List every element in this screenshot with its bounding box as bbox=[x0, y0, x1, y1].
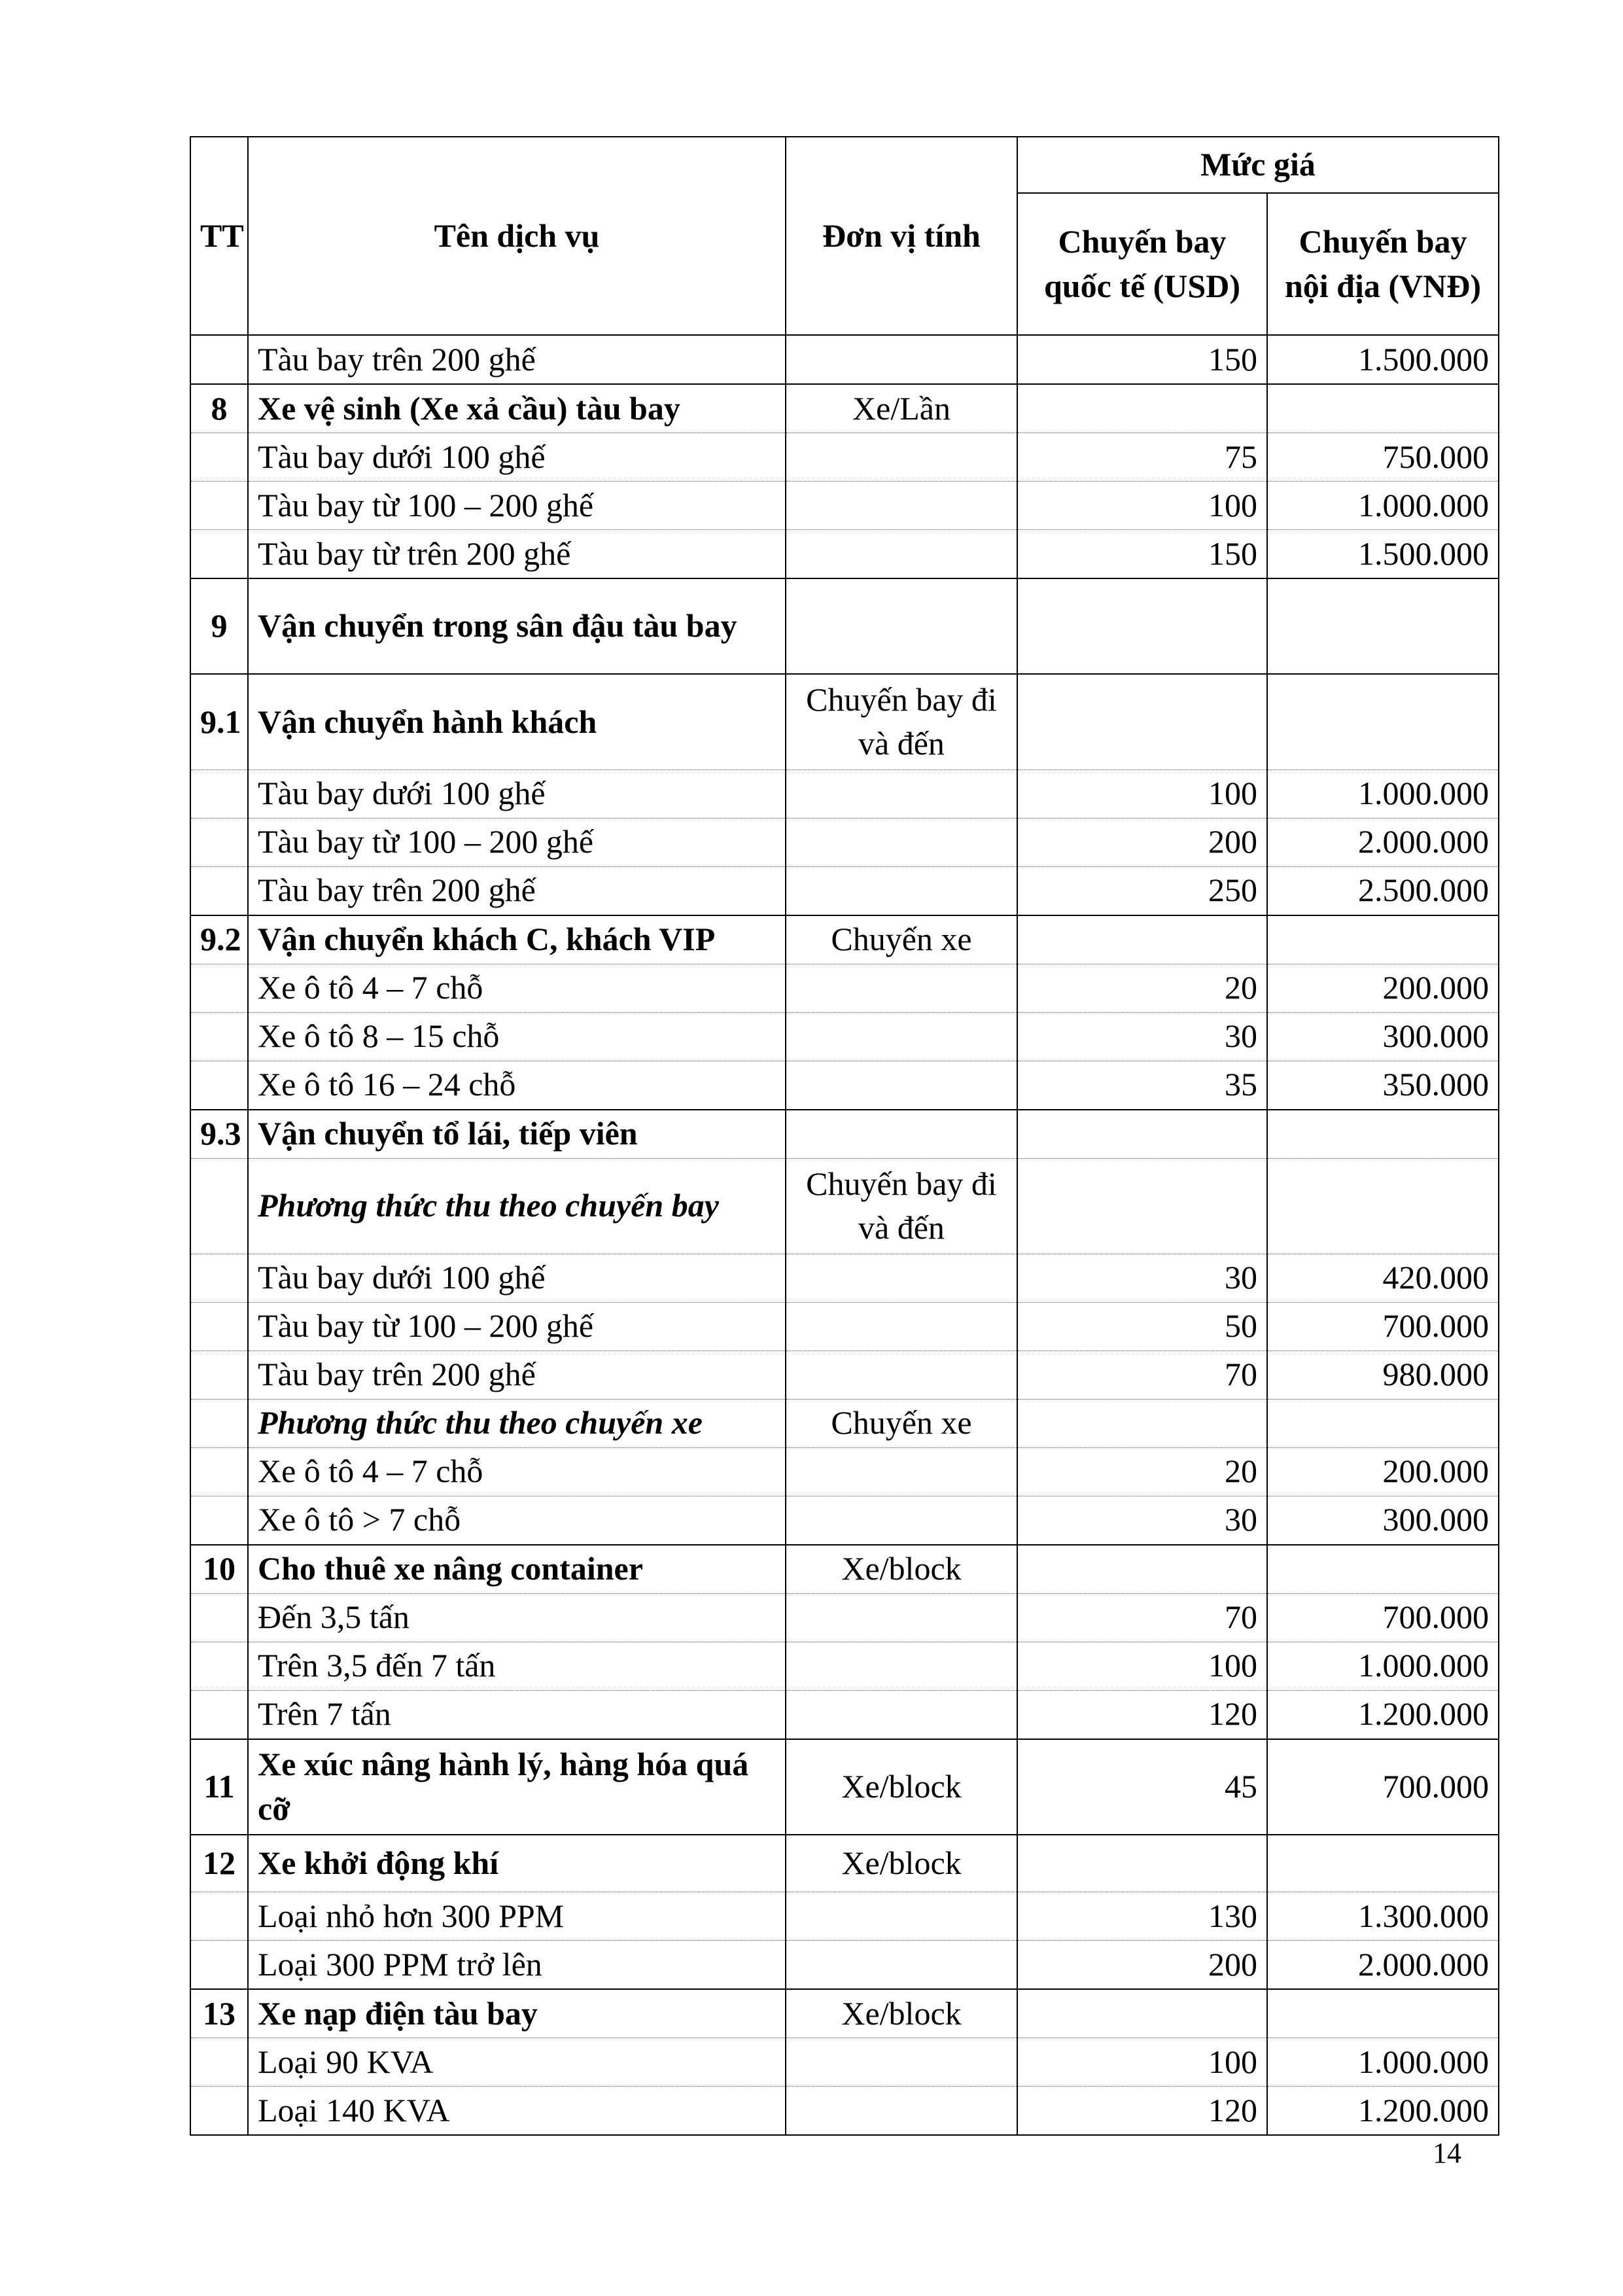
price-usd: 200 bbox=[1017, 1941, 1267, 1990]
unit bbox=[786, 1254, 1017, 1302]
row-number bbox=[190, 482, 248, 530]
price-usd bbox=[1017, 1989, 1267, 2038]
unit bbox=[786, 769, 1017, 818]
service-name: Phương thức thu theo chuyến bay bbox=[248, 1158, 786, 1254]
unit: Chuyến xe bbox=[786, 915, 1017, 964]
price-usd: 200 bbox=[1017, 818, 1267, 866]
service-name: Tàu bay dưới 100 ghế bbox=[248, 433, 786, 482]
price-vnd: 1.000.000 bbox=[1267, 482, 1499, 530]
row-number: 10 bbox=[190, 1545, 248, 1594]
price-vnd: 980.000 bbox=[1267, 1351, 1499, 1399]
table-row bbox=[190, 1593, 1499, 1642]
service-name: Tàu bay từ 100 – 200 ghế bbox=[248, 1302, 786, 1351]
service-name: Tàu bay trên 200 ghế bbox=[248, 1351, 786, 1399]
price-usd bbox=[1017, 384, 1267, 433]
unit bbox=[786, 818, 1017, 866]
price-usd: 100 bbox=[1017, 2038, 1267, 2087]
table-row bbox=[190, 1496, 1499, 1545]
unit bbox=[786, 1593, 1017, 1642]
row-number: 9.3 bbox=[190, 1110, 248, 1159]
row-number bbox=[190, 866, 248, 915]
header-price-group: Mức giá bbox=[1017, 137, 1499, 193]
price-vnd: 350.000 bbox=[1267, 1061, 1499, 1110]
unit: Xe/block bbox=[786, 1545, 1017, 1594]
row-number bbox=[190, 818, 248, 866]
table-row bbox=[190, 1690, 1499, 1739]
price-vnd bbox=[1267, 384, 1499, 433]
price-usd: 120 bbox=[1017, 1690, 1267, 1739]
unit bbox=[786, 1447, 1017, 1496]
unit bbox=[786, 578, 1017, 674]
price-vnd: 1.000.000 bbox=[1267, 769, 1499, 818]
table-row bbox=[190, 1158, 1499, 1254]
unit bbox=[786, 1351, 1017, 1399]
table-row bbox=[190, 818, 1499, 866]
price-vnd bbox=[1267, 674, 1499, 769]
row-number bbox=[190, 2038, 248, 2087]
service-name: Tàu bay từ 100 – 200 ghế bbox=[248, 482, 786, 530]
price-vnd: 2.000.000 bbox=[1267, 818, 1499, 866]
price-vnd bbox=[1267, 578, 1499, 674]
table-row bbox=[190, 335, 1499, 384]
unit bbox=[786, 1941, 1017, 1990]
service-name: Loại 300 PPM trở lên bbox=[248, 1941, 786, 1990]
page-number: 14 bbox=[1433, 2137, 1461, 2169]
service-name: Xe khởi động khí bbox=[248, 1835, 786, 1892]
service-name: Vận chuyển khách C, khách VIP bbox=[248, 915, 786, 964]
table-row bbox=[190, 1399, 1499, 1447]
unit bbox=[786, 433, 1017, 482]
price-usd: 120 bbox=[1017, 2087, 1267, 2136]
price-usd: 100 bbox=[1017, 769, 1267, 818]
header-international-usd: Chuyến bay quốc tế (USD) bbox=[1017, 193, 1267, 335]
row-number bbox=[190, 530, 248, 579]
service-name: Phương thức thu theo chuyến xe bbox=[248, 1399, 786, 1447]
price-usd: 20 bbox=[1017, 964, 1267, 1012]
table-row bbox=[190, 1302, 1499, 1351]
row-number: 9.2 bbox=[190, 915, 248, 964]
service-name: Cho thuê xe nâng container bbox=[248, 1545, 786, 1594]
service-name: Vận chuyển trong sân đậu tàu bay bbox=[248, 578, 786, 674]
row-number: 9.1 bbox=[190, 674, 248, 769]
service-name: Trên 3,5 đến 7 tấn bbox=[248, 1642, 786, 1690]
price-usd bbox=[1017, 674, 1267, 769]
row-number bbox=[190, 1593, 248, 1642]
price-vnd: 700.000 bbox=[1267, 1302, 1499, 1351]
service-name: Xe ô tô 8 – 15 chỗ bbox=[248, 1012, 786, 1061]
unit bbox=[786, 866, 1017, 915]
row-number bbox=[190, 1447, 248, 1496]
price-vnd bbox=[1267, 1399, 1499, 1447]
table-row bbox=[190, 1835, 1499, 1892]
service-name: Tàu bay trên 200 ghế bbox=[248, 335, 786, 384]
unit bbox=[786, 1690, 1017, 1739]
price-usd: 30 bbox=[1017, 1012, 1267, 1061]
price-usd: 45 bbox=[1017, 1739, 1267, 1835]
price-vnd: 1.000.000 bbox=[1267, 2038, 1499, 2087]
table-row bbox=[190, 530, 1499, 579]
price-vnd bbox=[1267, 1158, 1499, 1254]
table-body bbox=[190, 335, 1499, 2135]
service-name: Xe ô tô 4 – 7 chỗ bbox=[248, 1447, 786, 1496]
unit bbox=[786, 530, 1017, 579]
price-usd: 75 bbox=[1017, 433, 1267, 482]
price-usd: 20 bbox=[1017, 1447, 1267, 1496]
price-usd bbox=[1017, 915, 1267, 964]
unit: Xe/block bbox=[786, 1739, 1017, 1835]
service-name: Loại 90 KVA bbox=[248, 2038, 786, 2087]
price-usd: 30 bbox=[1017, 1496, 1267, 1545]
price-usd bbox=[1017, 1158, 1267, 1254]
header-domestic-vnd: Chuyến bay nội địa (VNĐ) bbox=[1267, 193, 1499, 335]
row-number bbox=[190, 1941, 248, 1990]
unit bbox=[786, 2087, 1017, 2136]
price-vnd: 1.500.000 bbox=[1267, 530, 1499, 579]
unit bbox=[786, 964, 1017, 1012]
table-row bbox=[190, 1941, 1499, 1990]
row-number bbox=[190, 335, 248, 384]
row-number bbox=[190, 1399, 248, 1447]
price-table bbox=[190, 136, 1499, 2136]
service-name: Tàu bay dưới 100 ghế bbox=[248, 1254, 786, 1302]
table-row bbox=[190, 433, 1499, 482]
price-usd: 100 bbox=[1017, 1642, 1267, 1690]
price-vnd: 300.000 bbox=[1267, 1496, 1499, 1545]
unit: Chuyến xe bbox=[786, 1399, 1017, 1447]
unit bbox=[786, 335, 1017, 384]
price-usd bbox=[1017, 1545, 1267, 1594]
row-number: 9 bbox=[190, 578, 248, 674]
table-row bbox=[190, 769, 1499, 818]
price-vnd: 1.200.000 bbox=[1267, 2087, 1499, 2136]
unit: Chuyến bay đi và đến bbox=[786, 1158, 1017, 1254]
service-name: Vận chuyển tổ lái, tiếp viên bbox=[248, 1110, 786, 1159]
row-number: 13 bbox=[190, 1989, 248, 2038]
service-name: Loại 140 KVA bbox=[248, 2087, 786, 2136]
table-row bbox=[190, 1351, 1499, 1399]
row-number bbox=[190, 2087, 248, 2136]
table-row bbox=[190, 964, 1499, 1012]
price-vnd bbox=[1267, 1110, 1499, 1159]
table-row bbox=[190, 1012, 1499, 1061]
price-vnd: 2.000.000 bbox=[1267, 1941, 1499, 1990]
price-usd: 130 bbox=[1017, 1892, 1267, 1941]
price-vnd bbox=[1267, 1989, 1499, 2038]
row-number bbox=[190, 1254, 248, 1302]
row-number: 12 bbox=[190, 1835, 248, 1892]
price-vnd bbox=[1267, 915, 1499, 964]
price-vnd bbox=[1267, 1835, 1499, 1892]
price-vnd: 750.000 bbox=[1267, 433, 1499, 482]
row-number bbox=[190, 1496, 248, 1545]
unit: Xe/Lần bbox=[786, 384, 1017, 433]
table-row bbox=[190, 1989, 1499, 2038]
table-row bbox=[190, 866, 1499, 915]
table-row bbox=[190, 1254, 1499, 1302]
row-number bbox=[190, 769, 248, 818]
price-usd: 70 bbox=[1017, 1351, 1267, 1399]
service-name: Xe ô tô 4 – 7 chỗ bbox=[248, 964, 786, 1012]
unit: Xe/block bbox=[786, 1835, 1017, 1892]
price-usd bbox=[1017, 578, 1267, 674]
unit bbox=[786, 1302, 1017, 1351]
header-tt: TT bbox=[190, 137, 248, 335]
table-row bbox=[190, 1110, 1499, 1159]
table-row bbox=[190, 384, 1499, 433]
unit: Xe/block bbox=[786, 1989, 1017, 2038]
price-vnd: 420.000 bbox=[1267, 1254, 1499, 1302]
table-row bbox=[190, 482, 1499, 530]
row-number: 8 bbox=[190, 384, 248, 433]
table-row bbox=[190, 674, 1499, 769]
unit bbox=[786, 1061, 1017, 1110]
service-name: Xe nạp điện tàu bay bbox=[248, 1989, 786, 2038]
table-row bbox=[190, 2087, 1499, 2136]
service-name: Vận chuyển hành khách bbox=[248, 674, 786, 769]
service-name: Tàu bay từ trên 200 ghế bbox=[248, 530, 786, 579]
row-number bbox=[190, 1892, 248, 1941]
price-vnd: 200.000 bbox=[1267, 964, 1499, 1012]
table-row bbox=[190, 578, 1499, 674]
service-name: Tàu bay trên 200 ghế bbox=[248, 866, 786, 915]
service-name: Tàu bay dưới 100 ghế bbox=[248, 769, 786, 818]
header-unit: Đơn vị tính bbox=[786, 137, 1017, 335]
price-usd: 30 bbox=[1017, 1254, 1267, 1302]
price-usd: 100 bbox=[1017, 482, 1267, 530]
header-service-name: Tên dịch vụ bbox=[248, 137, 786, 335]
price-vnd: 1.000.000 bbox=[1267, 1642, 1499, 1690]
row-number bbox=[190, 964, 248, 1012]
table-row bbox=[190, 1061, 1499, 1110]
unit bbox=[786, 1892, 1017, 1941]
row-number bbox=[190, 1642, 248, 1690]
price-usd: 150 bbox=[1017, 530, 1267, 579]
price-usd: 250 bbox=[1017, 866, 1267, 915]
service-name: Xe vệ sinh (Xe xả cầu) tàu bay bbox=[248, 384, 786, 433]
table-row bbox=[190, 1892, 1499, 1941]
unit bbox=[786, 1642, 1017, 1690]
service-name: Xe ô tô 16 – 24 chỗ bbox=[248, 1061, 786, 1110]
row-number bbox=[190, 433, 248, 482]
service-name: Xe xúc nâng hành lý, hàng hóa quá cỡ bbox=[248, 1739, 786, 1835]
price-usd: 70 bbox=[1017, 1593, 1267, 1642]
service-name: Đến 3,5 tấn bbox=[248, 1593, 786, 1642]
price-vnd: 300.000 bbox=[1267, 1012, 1499, 1061]
price-usd: 50 bbox=[1017, 1302, 1267, 1351]
unit bbox=[786, 1012, 1017, 1061]
table-row bbox=[190, 915, 1499, 964]
price-vnd: 200.000 bbox=[1267, 1447, 1499, 1496]
price-vnd: 700.000 bbox=[1267, 1739, 1499, 1835]
unit: Chuyến bay đi và đến bbox=[786, 674, 1017, 769]
service-name: Loại nhỏ hơn 300 PPM bbox=[248, 1892, 786, 1941]
service-name: Tàu bay từ 100 – 200 ghế bbox=[248, 818, 786, 866]
price-usd: 35 bbox=[1017, 1061, 1267, 1110]
row-number: 11 bbox=[190, 1739, 248, 1835]
price-vnd: 1.200.000 bbox=[1267, 1690, 1499, 1739]
unit bbox=[786, 1110, 1017, 1159]
service-name: Trên 7 tấn bbox=[248, 1690, 786, 1739]
price-usd bbox=[1017, 1110, 1267, 1159]
price-vnd: 1.300.000 bbox=[1267, 1892, 1499, 1941]
price-vnd bbox=[1267, 1545, 1499, 1594]
row-number bbox=[190, 1061, 248, 1110]
price-usd bbox=[1017, 1835, 1267, 1892]
price-usd: 150 bbox=[1017, 335, 1267, 384]
row-number bbox=[190, 1690, 248, 1739]
table-row bbox=[190, 1739, 1499, 1835]
unit bbox=[786, 1496, 1017, 1545]
table-row bbox=[190, 1447, 1499, 1496]
row-number bbox=[190, 1012, 248, 1061]
row-number bbox=[190, 1302, 248, 1351]
unit bbox=[786, 2038, 1017, 2087]
price-usd bbox=[1017, 1399, 1267, 1447]
table-row bbox=[190, 1545, 1499, 1594]
unit bbox=[786, 482, 1017, 530]
table-row bbox=[190, 1642, 1499, 1690]
price-vnd: 1.500.000 bbox=[1267, 335, 1499, 384]
table-row bbox=[190, 2038, 1499, 2087]
row-number bbox=[190, 1351, 248, 1399]
row-number bbox=[190, 1158, 248, 1254]
table-header bbox=[190, 137, 1499, 335]
price-vnd: 700.000 bbox=[1267, 1593, 1499, 1642]
service-name: Xe ô tô > 7 chỗ bbox=[248, 1496, 786, 1545]
price-vnd: 2.500.000 bbox=[1267, 866, 1499, 915]
